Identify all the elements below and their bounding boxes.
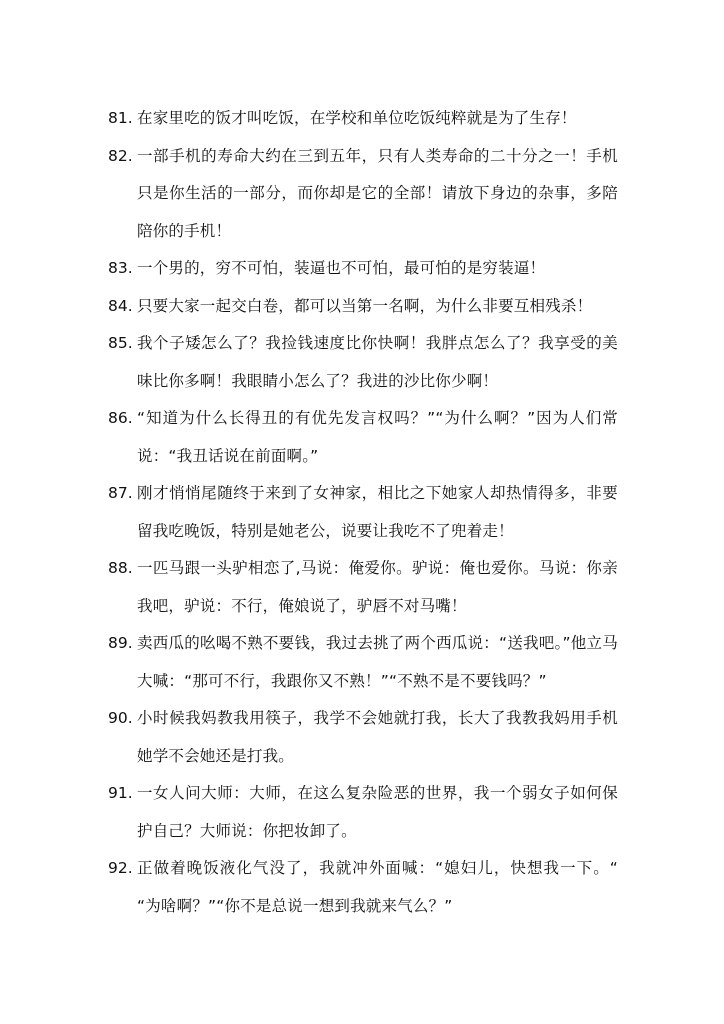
item-text: 小时候我妈教我用筷子，我学不会她就打我，长大了我教我妈用手机她学不会她还是打我。 [137, 709, 618, 765]
list-item [108, 288, 618, 326]
item-number: 83. [108, 259, 133, 277]
item-number: 85. [108, 334, 133, 352]
item-text: 只要大家一起交白卷，都可以当第一名啊，为什么非要互相残杀！ [137, 296, 593, 315]
list-item [108, 138, 618, 251]
item-text: 刚才悄悄尾随终于来到了女神家，相比之下她家人却热情得多，非要留我吃晚饭，特别是她老公，说要让我吃不了兜着走！ [137, 484, 618, 540]
item-number: 91. [108, 784, 133, 802]
joke-list [108, 100, 618, 925]
item-number: 92. [108, 859, 133, 877]
item-number: 90. [108, 709, 133, 727]
item-text: 一个男的，穷不可怕，装逼也不可怕，最可怕的是穷装逼！ [137, 259, 546, 277]
item-number: 81. [108, 109, 133, 127]
item-text: 一匹马跟一头驴相恋了,马说：俺爱你。驴说：俺也爱你。马说：你亲我吧，驴说：不行，俺娘说了，驴唇不对马嘴！ [137, 559, 618, 615]
item-text: 我个子矮怎么了？我捡钱速度比你快啊！我胖点怎么了？我享受的美味比你多啊！我眼睛小怎么了？我进的沙比你少啊！ [137, 334, 618, 390]
list-item [108, 550, 618, 625]
item-number: 88. [108, 559, 133, 577]
item-text: 在家里吃的饭才叫吃饭，在学校和单位吃饭纯粹就是为了生存！ [137, 109, 577, 127]
list-item [108, 700, 618, 775]
item-number: 89. [108, 634, 133, 652]
item-number: 84. [108, 296, 133, 315]
list-item [108, 850, 618, 925]
list-item [108, 400, 618, 475]
list-item [108, 625, 618, 700]
list-item [108, 475, 618, 550]
item-text: 一女人问大师：大师，在这么复杂险恶的世界，我一个弱女子如何保护自己？大师说：你把妆卸了。 [137, 784, 618, 840]
item-number: 82. [108, 146, 133, 165]
list-item [108, 100, 618, 138]
item-text: 正做着晚饭液化气没了，我就冲外面喊：“媳妇儿，快想我一下。“ “为啥啊？”“你不是总说一想到我就来气么？” [137, 859, 618, 915]
list-item [108, 775, 618, 850]
item-text: 一部手机的寿命大约在三到五年，只有人类寿命的二十分之一！手机只是你生活的一部分，而你却是它的全部！请放下身边的杂事，多陪陪你的手机！ [137, 146, 618, 240]
list-item [108, 250, 618, 288]
item-text: 卖西瓜的吆喝不熟不要钱，我过去挑了两个西瓜说：“送我吧。”他立马大喊：“那可不行，我跟你又不熟！”“不熟不是不要钱吗？” [137, 634, 618, 690]
item-number: 87. [108, 484, 133, 502]
item-text: “知道为什么长得丑的有优先发言权吗？”“为什么啊？”因为人们常说：“我丑话说在前面啊。” [137, 409, 618, 465]
item-number: 86. [108, 409, 133, 427]
list-item [108, 325, 618, 400]
